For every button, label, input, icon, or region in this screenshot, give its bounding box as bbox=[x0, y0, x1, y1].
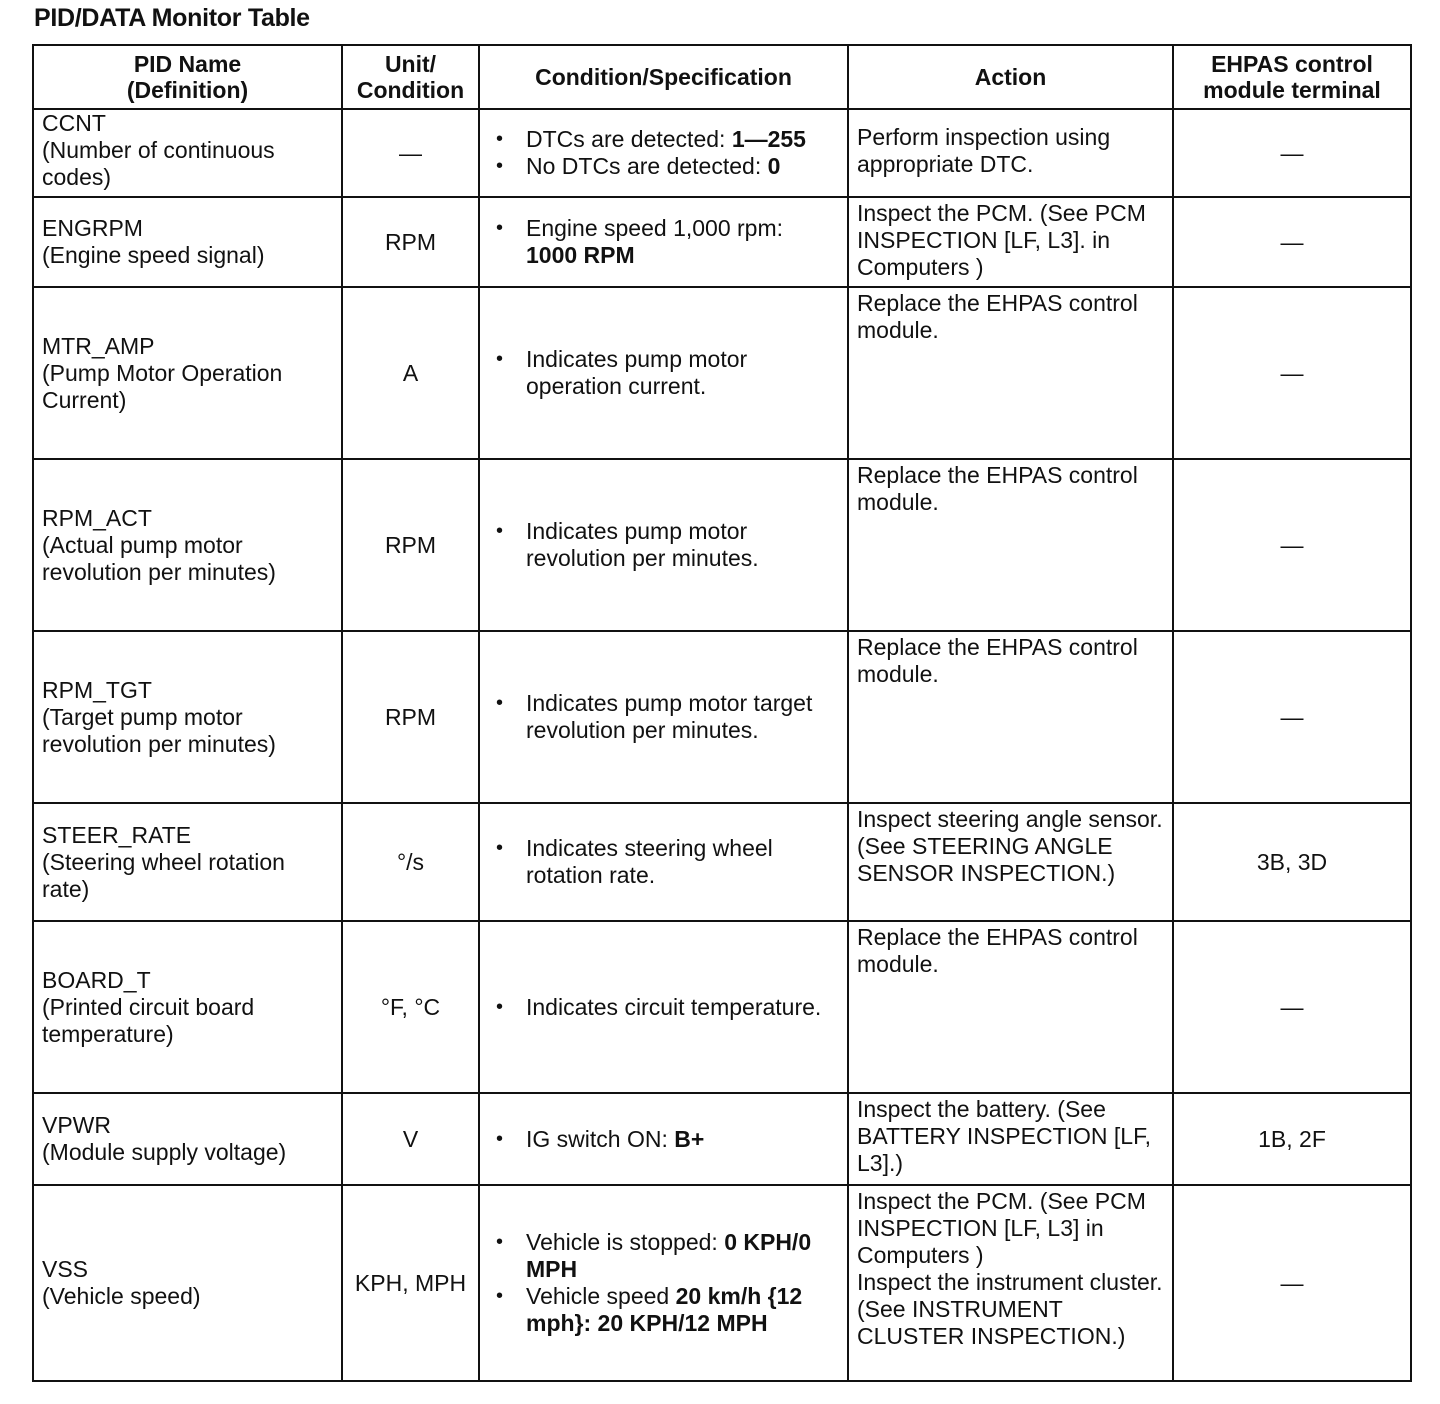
unit-cell: KPH, MPH bbox=[342, 1185, 479, 1381]
condition-value: 1—255 bbox=[731, 126, 806, 152]
header-unit-line1: Unit/ bbox=[384, 51, 437, 77]
condition-cell bbox=[479, 287, 848, 459]
condition-item bbox=[526, 690, 839, 744]
terminal-cell: — bbox=[1173, 287, 1411, 459]
header-condition: Condition/Specification bbox=[479, 45, 848, 109]
terminal-cell: 3B, 3D bbox=[1173, 803, 1411, 921]
pid-name-cell bbox=[33, 197, 342, 287]
action-text: Replace the EHPAS control module. bbox=[857, 924, 1138, 977]
condition-cell bbox=[479, 459, 848, 631]
action-cell bbox=[848, 287, 1173, 459]
pid-definition: (Printed circuit board temperature) bbox=[42, 993, 255, 1047]
condition-text: No DTCs are detected: bbox=[526, 153, 768, 179]
action-text: Inspect the PCM. (See PCM INSPECTION [LF, L3] in Computers ) bbox=[857, 1188, 1146, 1268]
condition-cell bbox=[479, 921, 848, 1093]
unit-cell: V bbox=[342, 1093, 479, 1185]
unit-cell: — bbox=[342, 109, 479, 197]
action-text: Inspect steering angle sensor. (See STEERING ANGLE SENSOR INSPECTION.) bbox=[857, 806, 1163, 886]
condition-text: Indicates pump motor operation current. bbox=[526, 346, 748, 399]
condition-text: Engine speed 1,000 rpm: bbox=[526, 215, 784, 241]
action-cell bbox=[848, 921, 1173, 1093]
pid-definition: (Actual pump motor revolution per minutes) bbox=[42, 531, 276, 585]
condition-item bbox=[526, 126, 839, 153]
condition-text: IG switch ON: bbox=[526, 1125, 675, 1152]
action-cell bbox=[848, 109, 1173, 197]
terminal-cell: — bbox=[1173, 109, 1411, 197]
terminal-cell: — bbox=[1173, 631, 1411, 803]
unit-cell: RPM bbox=[342, 459, 479, 631]
pid-name-cell bbox=[33, 631, 342, 803]
pid-name-cell bbox=[33, 459, 342, 631]
pid-name: VPWR bbox=[42, 1112, 111, 1138]
header-pid-line1: PID Name bbox=[133, 51, 242, 77]
condition-item bbox=[526, 835, 839, 889]
pid-name-cell bbox=[33, 1093, 342, 1185]
header-terminal-line1: EHPAS control bbox=[1211, 51, 1373, 77]
condition-text: Indicates pump motor revolution per minutes. bbox=[526, 518, 759, 571]
action-text: Replace the EHPAS control module. bbox=[857, 462, 1138, 515]
action-text: Inspect the battery. (See BATTERY INSPECTION [LF, L3].) bbox=[857, 1096, 1151, 1176]
condition-list bbox=[488, 690, 839, 744]
condition-item bbox=[526, 1283, 839, 1337]
pid-name: STEER_RATE bbox=[42, 821, 192, 848]
terminal-cell: — bbox=[1173, 1185, 1411, 1381]
table-body bbox=[33, 109, 1411, 1381]
action-cell bbox=[848, 197, 1173, 287]
header-pid-name bbox=[33, 45, 342, 109]
condition-item bbox=[526, 1126, 839, 1153]
unit-cell: A bbox=[342, 287, 479, 459]
pid-name: RPM_TGT bbox=[42, 676, 152, 703]
condition-list bbox=[488, 835, 839, 889]
condition-value: B+ bbox=[674, 1125, 705, 1152]
action-cell bbox=[848, 631, 1173, 803]
condition-value: 0 KPH/0 MPH bbox=[526, 1229, 812, 1282]
condition-item bbox=[526, 1229, 839, 1283]
pid-name: RPM_ACT bbox=[42, 504, 152, 531]
unit-cell: °/s bbox=[342, 803, 479, 921]
condition-list bbox=[488, 994, 839, 1021]
pid-name-cell bbox=[33, 287, 342, 459]
table-row bbox=[33, 803, 1411, 921]
table-row bbox=[33, 1185, 1411, 1381]
page-title: PID/DATA Monitor Table bbox=[34, 4, 310, 32]
action-text: Replace the EHPAS control module. bbox=[857, 634, 1138, 687]
header-unit-line2: Condition bbox=[356, 77, 465, 103]
condition-text: Indicates steering wheel rotation rate. bbox=[526, 835, 773, 888]
pid-name: BOARD_T bbox=[42, 966, 151, 993]
table-row bbox=[33, 921, 1411, 1093]
pid-definition: (Module supply voltage) bbox=[42, 1139, 287, 1165]
table-row bbox=[33, 197, 1411, 287]
condition-cell bbox=[479, 631, 848, 803]
terminal-cell: 1B, 2F bbox=[1173, 1093, 1411, 1185]
unit-cell: RPM bbox=[342, 631, 479, 803]
header-unit bbox=[342, 45, 479, 109]
pid-definition: (Steering wheel rotation rate) bbox=[42, 848, 285, 902]
pid-name-cell bbox=[33, 109, 342, 197]
condition-text: Indicates circuit temperature. bbox=[526, 993, 822, 1020]
condition-text: Vehicle speed bbox=[526, 1283, 676, 1309]
condition-list bbox=[488, 126, 839, 180]
condition-text: Vehicle is stopped: bbox=[526, 1229, 725, 1255]
header-pid-line2: (Definition) bbox=[126, 77, 249, 103]
pid-name: CCNT bbox=[42, 110, 106, 136]
condition-item bbox=[526, 346, 839, 400]
condition-text: DTCs are detected: bbox=[526, 126, 732, 152]
condition-item bbox=[526, 994, 839, 1021]
pid-definition: (Target pump motor revolution per minutes) bbox=[42, 703, 276, 757]
unit-cell: °F, °C bbox=[342, 921, 479, 1093]
action-text: Inspect the instrument cluster. (See INSTRUMENT CLUSTER INSPECTION.) bbox=[857, 1269, 1163, 1349]
action-text: Inspect the PCM. (See PCM INSPECTION [LF, L3]. in Computers ) bbox=[857, 200, 1146, 280]
condition-value: 1000 RPM bbox=[526, 242, 635, 268]
pid-name-cell bbox=[33, 803, 342, 921]
unit-cell: RPM bbox=[342, 197, 479, 287]
action-cell bbox=[848, 803, 1173, 921]
condition-item bbox=[526, 153, 839, 180]
pid-name-cell bbox=[33, 921, 342, 1093]
condition-value: 20 km/h {12 mph}: 20 KPH/12 MPH bbox=[526, 1283, 803, 1336]
condition-item bbox=[526, 518, 839, 572]
pid-definition: (Vehicle speed) bbox=[42, 1283, 201, 1309]
table-row bbox=[33, 459, 1411, 631]
condition-cell bbox=[479, 803, 848, 921]
pid-name: MTR_AMP bbox=[42, 332, 155, 359]
condition-list bbox=[488, 215, 839, 269]
condition-item bbox=[526, 215, 839, 269]
condition-value: 0 bbox=[767, 153, 781, 179]
condition-list bbox=[488, 1126, 839, 1153]
condition-list bbox=[488, 518, 839, 572]
action-cell bbox=[848, 1185, 1173, 1381]
condition-cell bbox=[479, 1185, 848, 1381]
terminal-cell: — bbox=[1173, 459, 1411, 631]
pid-definition: (Number of continuous codes) bbox=[42, 137, 275, 190]
header-action: Action bbox=[848, 45, 1173, 109]
terminal-cell: — bbox=[1173, 921, 1411, 1093]
condition-cell bbox=[479, 109, 848, 197]
action-text: Perform inspection using appropriate DTC. bbox=[857, 124, 1111, 177]
action-cell bbox=[848, 1093, 1173, 1185]
terminal-cell: — bbox=[1173, 197, 1411, 287]
condition-text: Indicates pump motor target revolution per minutes. bbox=[526, 690, 813, 743]
condition-cell bbox=[479, 197, 848, 287]
pid-monitor-table bbox=[32, 44, 1412, 1382]
pid-name: ENGRPM bbox=[42, 215, 143, 241]
table-row bbox=[33, 1093, 1411, 1185]
table-row bbox=[33, 631, 1411, 803]
condition-list bbox=[488, 346, 839, 400]
pid-name-cell bbox=[33, 1185, 342, 1381]
header-terminal-line2: module terminal bbox=[1203, 77, 1381, 103]
action-text: Replace the EHPAS control module. bbox=[857, 290, 1138, 343]
action-cell bbox=[848, 459, 1173, 631]
pid-name: VSS bbox=[42, 1256, 89, 1282]
pid-definition: (Pump Motor Operation Current) bbox=[42, 359, 283, 413]
table-row bbox=[33, 109, 1411, 197]
pid-definition: (Engine speed signal) bbox=[42, 242, 265, 268]
header-row bbox=[33, 45, 1411, 109]
condition-cell bbox=[479, 1093, 848, 1185]
condition-list bbox=[488, 1229, 839, 1337]
header-terminal bbox=[1173, 45, 1411, 109]
table-row bbox=[33, 287, 1411, 459]
